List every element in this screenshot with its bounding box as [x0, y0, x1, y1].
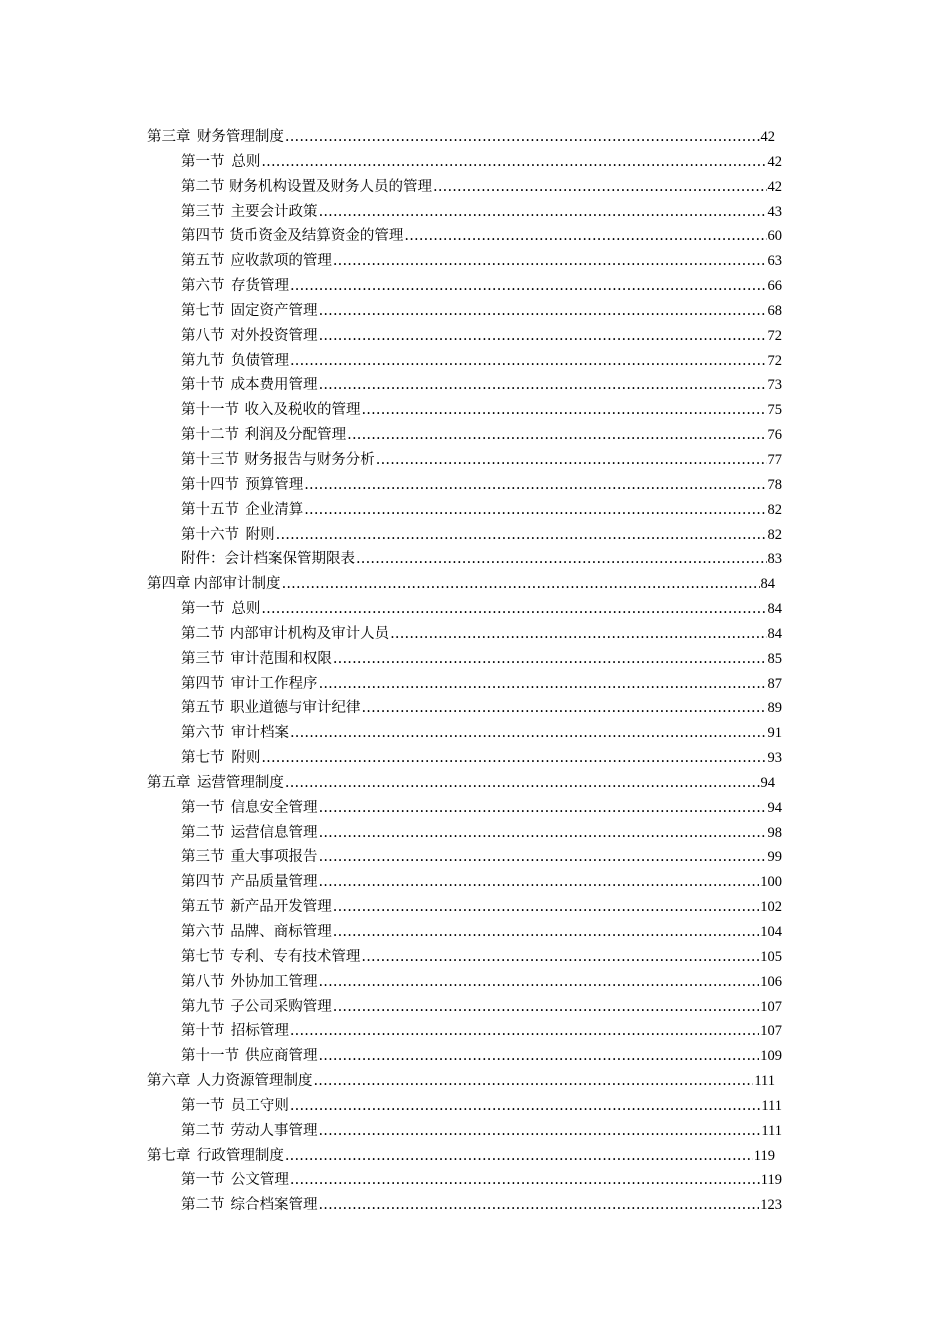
toc-entry-page: 111: [761, 1097, 782, 1114]
toc-entry-label: 第一节: [181, 153, 225, 170]
toc-entry-title: 财务机构设置及财务人员的管理: [229, 178, 433, 195]
toc-entry-page: 109: [760, 1048, 782, 1065]
toc-leader-dots: [290, 1168, 760, 1193]
toc-entry-page: 85: [767, 650, 782, 667]
toc-entry-label: 第二节: [181, 1122, 225, 1139]
toc-entry-page: 68: [767, 302, 782, 319]
toc-entry-page: 84: [760, 576, 775, 593]
toc-leader-dots: [261, 150, 766, 175]
toc-chapter-entry[interactable]: [147, 771, 775, 796]
toc-entry-page: 104: [760, 924, 782, 940]
toc-section-entry[interactable]: [181, 1044, 782, 1069]
toc-leader-dots: [319, 299, 767, 324]
toc-entry-title: 劳动人事管理: [230, 1122, 318, 1139]
toc-entry-page: 43: [767, 203, 782, 220]
toc-leader-dots: [333, 920, 759, 945]
toc-section-entry[interactable]: [181, 845, 782, 870]
toc-leader-dots: [333, 995, 759, 1020]
toc-leader-dots: [318, 1044, 759, 1069]
toc-leader-dots: [313, 1069, 753, 1094]
toc-leader-dots: [319, 796, 767, 821]
toc-entry-title: 总则: [231, 153, 261, 170]
toc-entry-title: 固定资产管理: [230, 302, 318, 319]
toc-section-entry[interactable]: [181, 945, 782, 970]
toc-section-entry[interactable]: [181, 423, 782, 448]
toc-leader-dots: [390, 622, 766, 647]
toc-entry-title: 企业清算: [245, 501, 304, 518]
toc-entry-label: 第三节: [181, 650, 225, 667]
toc-entry-page: 76: [767, 427, 782, 444]
toc-section-entry[interactable]: [181, 672, 782, 697]
toc-entry-title: 负债管理: [230, 352, 289, 369]
toc-entry-page: 72: [767, 352, 782, 369]
toc-leader-dots: [361, 945, 759, 970]
toc-leader-dots: [318, 970, 759, 995]
toc-leader-dots: [290, 349, 767, 374]
toc-entry-title: 重大事项报告: [230, 849, 318, 866]
toc-entry-label: 第十节: [181, 1023, 225, 1040]
toc-section-entry[interactable]: [181, 299, 782, 324]
toc-entry-page: 75: [767, 402, 782, 419]
toc-leader-dots: [261, 746, 766, 771]
toc-leader-dots: [319, 324, 767, 349]
toc-chapter-entry[interactable]: [147, 125, 775, 150]
toc-entry-page: 91: [767, 725, 782, 742]
toc-section-entry[interactable]: [181, 150, 782, 175]
toc-entry-title: 外协加工管理: [230, 973, 318, 990]
toc-entry-title: 供应商管理: [244, 1048, 318, 1065]
toc-entry-label: 第八节: [181, 327, 225, 344]
toc-section-entry[interactable]: [181, 821, 782, 846]
toc-leader-dots: [319, 200, 767, 225]
toc-entry-label: 第六章: [147, 1073, 191, 1090]
toc-leader-dots: [290, 721, 767, 746]
toc-entry-label: 第五章: [147, 774, 191, 791]
toc-entry-title: 公文管理: [230, 1172, 289, 1189]
toc-section-entry[interactable]: [181, 1119, 782, 1144]
table-of-contents: [0, 125, 950, 1218]
toc-leader-dots: [404, 224, 766, 249]
toc-entry-title: 行政管理制度: [196, 1147, 284, 1164]
toc-entry-title: 审计档案: [230, 725, 289, 742]
toc-entry-label: 第八节: [181, 973, 225, 990]
toc-leader-dots: [376, 448, 767, 473]
toc-entry-title: 产品质量管理: [230, 874, 318, 891]
toc-entry-title: 内部审计制度: [193, 576, 281, 593]
toc-entry-page: 123: [760, 1197, 782, 1214]
toc-entry-title: 招标管理: [230, 1023, 289, 1040]
toc-entry-title: 收入及税收的管理: [244, 402, 361, 419]
toc-section-entry[interactable]: [181, 200, 782, 225]
toc-entry-label: 第二节: [181, 824, 225, 841]
toc-entry-page: 42: [767, 153, 782, 170]
toc-entry-label: 第七节: [181, 948, 225, 965]
toc-section-entry[interactable]: [181, 1193, 782, 1218]
toc-section-entry[interactable]: [181, 870, 782, 895]
toc-leader-dots: [304, 498, 766, 523]
toc-leader-dots: [333, 895, 759, 920]
toc-leader-dots: [304, 473, 766, 498]
toc-section-entry[interactable]: [181, 746, 782, 771]
toc-leader-dots: [319, 821, 767, 846]
toc-entry-label: 第四节: [181, 675, 225, 692]
toc-entry-label: 第一节: [181, 1097, 225, 1114]
toc-entry-page: 73: [767, 377, 782, 394]
toc-entry-title: 新产品开发管理: [230, 899, 332, 916]
toc-entry-label: 第十二节: [181, 427, 239, 444]
toc-entry-title: 附则: [231, 750, 261, 767]
toc-entry-title: 财务管理制度: [196, 129, 284, 145]
toc-entry-label: 第七节: [181, 302, 225, 319]
toc-section-entry[interactable]: [181, 398, 782, 423]
toc-entry-label: 第二节: [181, 1197, 225, 1214]
toc-section-entry[interactable]: [181, 175, 782, 200]
toc-section-entry[interactable]: [181, 597, 782, 622]
toc-entry-title: 内部审计机构及审计人员: [229, 625, 390, 642]
toc-section-entry[interactable]: [181, 473, 782, 498]
toc-section-entry[interactable]: [181, 895, 782, 920]
toc-entry-title: 子公司采购管理: [230, 998, 332, 1015]
toc-leader-dots: [318, 1193, 759, 1218]
toc-section-entry[interactable]: [181, 1019, 782, 1044]
toc-leader-dots: [361, 696, 766, 721]
toc-leader-dots: [285, 125, 760, 150]
toc-entry-label: 第十一节: [181, 1048, 239, 1065]
toc-chapter-entry[interactable]: [147, 572, 775, 597]
toc-entry-page: 105: [760, 948, 782, 965]
toc-section-entry[interactable]: [181, 249, 782, 274]
toc-leader-dots: [319, 373, 767, 398]
toc-section-entry[interactable]: [181, 970, 782, 995]
toc-entry-label: 第十三节: [181, 451, 239, 468]
toc-leader-dots: [347, 423, 766, 448]
toc-entry-label: 第十四节: [181, 476, 239, 493]
toc-entry-title: 总则: [231, 601, 261, 618]
toc-leader-dots: [433, 175, 766, 200]
toc-entry-label: 第四节: [181, 228, 225, 245]
toc-entry-title: 财务报告与财务分析: [244, 451, 375, 468]
toc-entry-title: 信息安全管理: [230, 799, 318, 816]
toc-entry-label: 第四节: [181, 874, 225, 891]
toc-entry-page: 66: [767, 278, 782, 295]
toc-section-entry[interactable]: [181, 622, 782, 647]
toc-chapter-entry[interactable]: [147, 1069, 775, 1094]
toc-entry-label: 第五节: [181, 899, 225, 916]
toc-entry-label: 第二节: [181, 178, 225, 195]
toc-entry-label: 第九节: [181, 998, 225, 1015]
toc-entry-page: 111: [761, 1122, 782, 1139]
toc-entry-page: 100: [760, 874, 782, 891]
toc-chapter-entry[interactable]: [147, 1144, 775, 1169]
toc-entry-page: 89: [767, 700, 782, 717]
toc-entry-page: 87: [767, 675, 782, 692]
toc-section-entry[interactable]: [181, 224, 782, 249]
toc-entry-page: 42: [760, 129, 775, 145]
toc-entry-label: 第一节: [181, 1172, 225, 1189]
toc-entry-title: 预算管理: [245, 476, 304, 493]
toc-entry-label: 第十节: [181, 377, 225, 394]
toc-section-entry[interactable]: [181, 448, 782, 473]
toc-entry-page: 99: [767, 849, 782, 866]
toc-entry-title: 利润及分配管理: [244, 427, 347, 444]
toc-entry-page: 119: [760, 1172, 782, 1189]
toc-entry-title: 审计范围和权限: [230, 650, 332, 667]
toc-entry-page: 82: [767, 526, 782, 543]
toc-leader-dots: [319, 845, 767, 870]
toc-leader-dots: [333, 249, 767, 274]
toc-section-entry[interactable]: [181, 349, 782, 374]
toc-entry-title: 对外投资管理: [230, 327, 318, 344]
toc-section-entry[interactable]: [181, 995, 782, 1020]
toc-entry-page: 60: [767, 228, 782, 245]
toc-entry-title: 综合档案管理: [230, 1197, 318, 1214]
toc-section-entry[interactable]: [181, 373, 782, 398]
toc-leader-dots: [285, 1144, 753, 1169]
toc-section-entry[interactable]: [181, 1168, 782, 1193]
toc-entry-label: 第六节: [181, 924, 225, 940]
toc-entry-label: 第三节: [181, 849, 225, 866]
toc-entry-title: 品牌、商标管理: [230, 924, 332, 940]
toc-entry-label: 第六节: [181, 725, 225, 742]
toc-entry-label: 第五节: [181, 700, 225, 717]
toc-entry-title: 成本费用管理: [230, 377, 318, 394]
toc-entry-label: 第七节: [181, 750, 225, 767]
toc-leader-dots: [282, 572, 760, 597]
toc-entry-title: 运营信息管理: [230, 824, 318, 841]
toc-leader-dots: [318, 1119, 760, 1144]
toc-entry-title: 应收款项的管理: [230, 253, 332, 270]
toc-entry-page: 119: [753, 1147, 775, 1164]
toc-leader-dots: [318, 870, 759, 895]
toc-section-entry[interactable]: [181, 547, 782, 572]
toc-section-entry[interactable]: [181, 324, 782, 349]
toc-entry-page: 82: [767, 501, 782, 518]
toc-entry-label: 附件：: [181, 551, 225, 568]
toc-entry-page: 102: [760, 899, 782, 916]
toc-entry-page: 107: [760, 998, 782, 1015]
toc-entry-page: 42: [767, 178, 782, 195]
toc-leader-dots: [290, 1019, 759, 1044]
toc-leader-dots: [356, 547, 767, 572]
toc-entry-page: 84: [767, 601, 782, 618]
toc-leader-dots: [290, 1094, 760, 1119]
toc-leader-dots: [333, 647, 767, 672]
toc-section-entry[interactable]: [181, 721, 782, 746]
toc-entry-title: 会计档案保管期限表: [224, 551, 355, 568]
toc-entry-page: 78: [767, 476, 782, 493]
toc-entry-page: 94: [760, 774, 775, 791]
toc-entry-title: 运营管理制度: [196, 774, 284, 791]
toc-entry-label: 第四章: [147, 576, 191, 593]
toc-section-entry[interactable]: [181, 696, 782, 721]
toc-leader-dots: [361, 398, 766, 423]
toc-section-entry[interactable]: [181, 523, 782, 548]
toc-entry-page: 72: [767, 327, 782, 344]
toc-entry-title: 专利、专有技术管理: [229, 948, 361, 965]
toc-entry-page: 84: [767, 625, 782, 642]
toc-section-entry[interactable]: [181, 796, 782, 821]
toc-entry-title: 审计工作程序: [230, 675, 318, 692]
toc-entry-label: 第十一节: [181, 402, 239, 419]
toc-section-entry[interactable]: [181, 498, 782, 523]
toc-entry-page: 94: [767, 799, 782, 816]
toc-entry-title: 人力资源管理制度: [196, 1073, 313, 1090]
toc-section-entry[interactable]: [181, 274, 782, 299]
toc-leader-dots: [290, 274, 767, 299]
toc-entry-page: 107: [760, 1023, 782, 1040]
toc-leader-dots: [285, 771, 760, 796]
toc-entry-title: 职业道德与审计纪律: [229, 700, 361, 717]
toc-entry-label: 第十五节: [181, 501, 239, 518]
toc-leader-dots: [261, 597, 766, 622]
toc-entry-label: 第五节: [181, 253, 225, 270]
toc-leader-dots: [319, 672, 767, 697]
toc-entry-title: 员工守则: [230, 1097, 289, 1114]
toc-entry-page: 98: [767, 824, 782, 841]
toc-entry-label: 第九节: [181, 352, 225, 369]
toc-entry-title: 货币资金及结算资金的管理: [229, 228, 404, 245]
toc-entry-label: 第七章: [147, 1147, 191, 1164]
toc-entry-page: 106: [760, 973, 782, 990]
toc-entry-title: 存货管理: [230, 278, 289, 295]
toc-entry-page: 83: [767, 551, 782, 568]
toc-section-entry[interactable]: [181, 1094, 782, 1119]
toc-entry-label: 第三章: [147, 129, 191, 145]
toc-entry-title: 附则: [245, 526, 275, 543]
toc-entry-page: 63: [767, 253, 782, 270]
toc-entry-label: 第一节: [181, 799, 225, 816]
toc-entry-label: 第十六节: [181, 526, 239, 543]
toc-entry-page: 77: [767, 451, 782, 468]
toc-entry-label: 第一节: [181, 601, 225, 618]
toc-entry-page: 111: [754, 1073, 775, 1090]
toc-entry-page: 93: [767, 750, 782, 767]
toc-entry-label: 第二节: [181, 625, 225, 642]
toc-section-entry[interactable]: [181, 920, 782, 945]
toc-leader-dots: [276, 523, 767, 548]
toc-entry-label: 第三节: [181, 203, 225, 220]
toc-entry-title: 主要会计政策: [230, 203, 318, 220]
toc-section-entry[interactable]: [181, 647, 782, 672]
toc-entry-label: 第六节: [181, 278, 225, 295]
